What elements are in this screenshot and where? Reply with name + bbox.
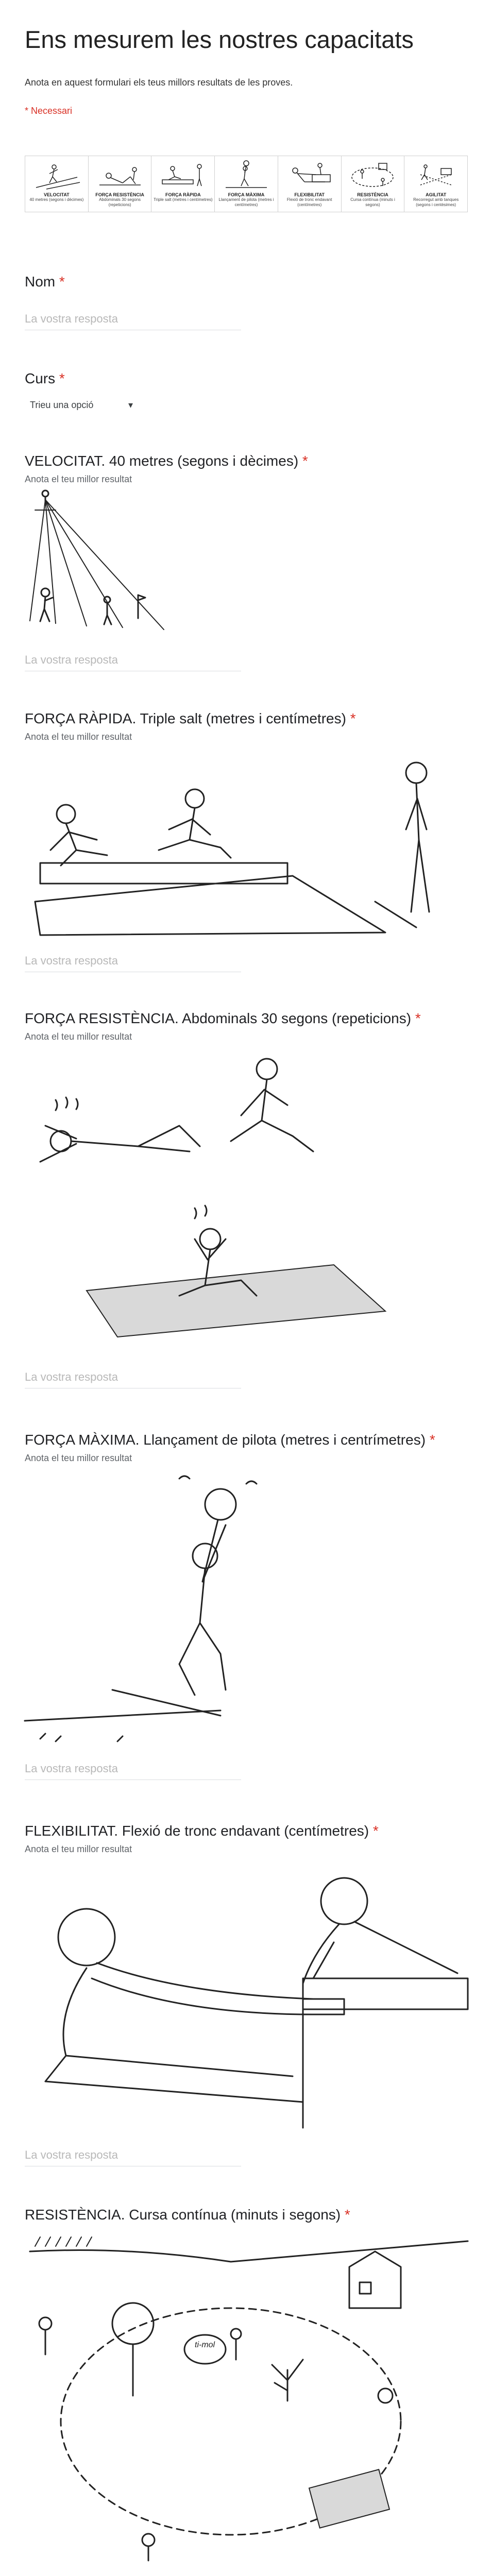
ball-throw-drawing-icon (220, 159, 272, 190)
help-text: Anota el teu millor resultat (25, 1453, 132, 1463)
question-title-flexibilitat: FLEXIBILITAT. Flexió de tronc endavant (centímetres) * (25, 1823, 379, 1839)
dog-speech-bubble: ti-mol (195, 2341, 215, 2349)
help-text: Anota el teu millor resultat (25, 732, 132, 742)
form-title: Ens mesurem les nostres capacitats (25, 26, 414, 53)
forca-maxima-input[interactable]: La vostra resposta (25, 1762, 241, 1780)
question-title-forca-maxima: FORÇA MÀXIMA. Llançament de pilota (metres i centrímetres) * (25, 1432, 435, 1448)
flexibility-illustration (25, 1860, 468, 2138)
required-star: * (59, 370, 65, 386)
banner-name: FORÇA MÀXIMA (228, 192, 265, 197)
required-star: * (415, 1010, 421, 1026)
form-description: Anota en aquest formulari els teus millors resultats de les proves. (25, 77, 293, 88)
banner-sub: Cursa contínua (minuts i segons) (350, 197, 395, 207)
banner-name: AGILITAT (426, 192, 447, 197)
banner-cell (404, 156, 467, 212)
question-title-nom: Nom * (25, 274, 65, 290)
banner-sub: Llançament de pilota (metres i centímetres) (218, 197, 274, 207)
banner-sub: Recorregut amb tanques (segons i centèsimes) (413, 197, 459, 207)
banner-name: FORÇA RESISTÈNCIA (95, 192, 144, 197)
help-text: Anota el teu millor resultat (25, 1031, 132, 1042)
question-title-curs: Curs * (25, 370, 65, 386)
banner-sub: Flexió de tronc endavant (centímetres) (286, 197, 332, 207)
situps-drawing-icon (94, 159, 146, 190)
required-star: * (350, 710, 356, 726)
required-note: * Necessari (25, 106, 73, 116)
triple-jump-illustration (25, 747, 468, 943)
required-star: * (59, 274, 65, 290)
banner-cell (342, 156, 405, 212)
help-text: Anota el teu millor resultat (25, 1844, 132, 1854)
curs-select[interactable] (30, 400, 133, 411)
banner-sub: Triple salt (metres i centímetres) (154, 197, 213, 202)
question-title-velocitat: VELOCITAT. 40 metres (segons i dècimes) * (25, 453, 308, 469)
ball-throw-illustration (25, 1468, 416, 1757)
sprint-drawing-icon (31, 159, 82, 190)
banner-cell (151, 156, 215, 212)
situps-illustration (25, 1048, 396, 1358)
curs-select-value: Trieu una opció (30, 400, 94, 410)
triple-jump-drawing-icon (157, 159, 209, 190)
forca-resistencia-input[interactable]: La vostra resposta (25, 1370, 241, 1388)
chevron-down-icon: ▾ (128, 400, 133, 410)
tests-banner-image (25, 156, 468, 212)
required-star: * (302, 453, 308, 469)
banner-sub: 40 metres (segons i dècimes) (29, 197, 84, 202)
velocitat-input[interactable]: La vostra resposta (25, 653, 241, 671)
running-drawing-icon (347, 159, 398, 190)
required-star: * (429, 1432, 435, 1448)
question-title-forca-resistencia: FORÇA RESISTÈNCIA. Abdominals 30 segons (repeticions) * (25, 1010, 421, 1026)
required-star: * (344, 2207, 350, 2223)
flexibilitat-input[interactable]: La vostra resposta (25, 2148, 241, 2166)
banner-sub: Abdominals 30 segons (repeticions) (99, 197, 141, 207)
agility-drawing-icon (410, 159, 462, 190)
sprint-track-illustration (25, 489, 190, 649)
forca-rapida-input[interactable]: La vostra resposta (25, 954, 241, 972)
banner-cell (25, 156, 89, 212)
required-star: * (372, 1823, 379, 1839)
banner-name: VELOCITAT (44, 192, 70, 197)
flexibility-drawing-icon (284, 159, 335, 190)
running-course-illustration (25, 2231, 468, 2566)
banner-name: RESISTÈNCIA (357, 192, 388, 197)
help-text: Anota el teu millor resultat (25, 474, 132, 484)
banner-name: FLEXIBILITAT (294, 192, 325, 197)
banner-cell (89, 156, 152, 212)
banner-cell (278, 156, 342, 212)
question-title-resistencia: RESISTÈNCIA. Cursa contínua (minuts i segons) * (25, 2207, 350, 2223)
question-title-forca-rapida: FORÇA RÀPIDA. Triple salt (metres i centímetres) * (25, 710, 356, 726)
banner-cell (215, 156, 278, 212)
banner-name: FORÇA RÀPIDA (165, 192, 201, 197)
nom-input[interactable]: La vostra resposta (25, 312, 241, 330)
